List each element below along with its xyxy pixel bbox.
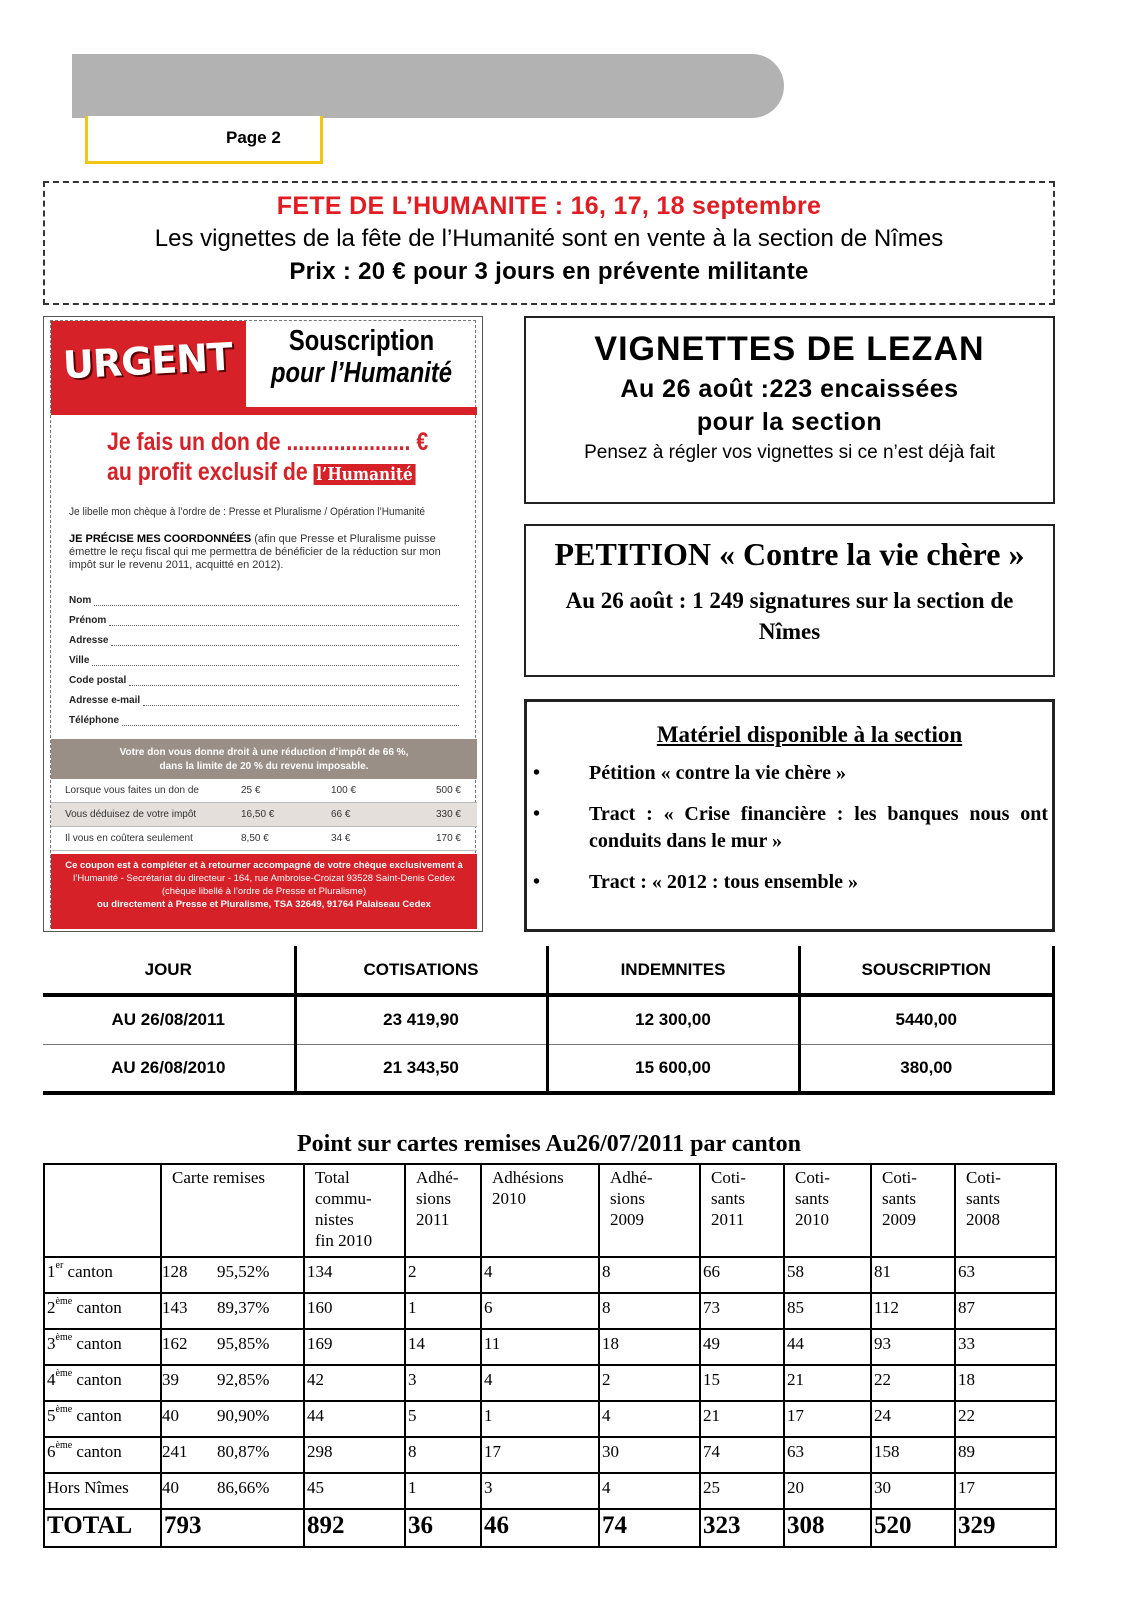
materiel-item: • Tract : « Crise financière : les banques nous ont conduits dans le mur » — [527, 801, 1052, 855]
form-field: Adresse e-mail — [69, 686, 459, 706]
column-header: SOUSCRIPTION — [799, 946, 1054, 995]
form-field: Téléphone — [69, 706, 459, 726]
column-header — [44, 1164, 161, 1257]
column-header: Coti- sants 2011 — [700, 1164, 784, 1257]
column-header: Coti- sants 2009 — [871, 1164, 955, 1257]
column-header: Adhé- sions 2011 — [405, 1164, 481, 1257]
column-header: Total commu- nistes fin 2010 — [304, 1164, 405, 1257]
cartes-title: Point sur cartes remises Au26/07/2011 par canton — [297, 1131, 801, 1157]
table-row: 2ème canton 143 89,37% 160 1 6 8 73 85 112 87 — [44, 1293, 1056, 1329]
fete-title: FETE DE L’HUMANITE : 16, 17, 18 septembre — [276, 192, 822, 220]
page-label: Page 2 — [226, 128, 281, 147]
form-field: Prénom — [69, 606, 459, 626]
fete-announcement — [43, 181, 1055, 305]
souscription-heading: Souscription pour l’Humanité — [270, 325, 452, 389]
coupon-fields — [69, 586, 459, 726]
table-row: 6ème canton 241 80,87% 298 8 17 30 74 63 158 89 — [44, 1437, 1056, 1473]
petition-title: PETITION « Contre la vie chère » — [554, 536, 1025, 572]
humanite-logo: l’Humanité — [314, 464, 416, 485]
table-row: 4ème canton 39 92,85% 42 3 4 2 15 21 22 18 — [44, 1365, 1056, 1401]
don-heading: Je fais un don de ..................... € au profit exclusif de l’Humanité — [107, 428, 429, 486]
table-row: 3ème canton 162 95,85% 169 14 11 18 49 44 93 33 — [44, 1329, 1056, 1365]
urgent-banner: URGENT — [51, 321, 246, 408]
vignettes-lezan-box: VIGNETTES DE LEZAN Au 26 août :223 encaissées pour la section Pensez à régler vos vignettes si ce n’est déjà fait — [524, 316, 1055, 504]
column-header: Adhésions 2010 — [481, 1164, 599, 1257]
table-row: AU 26/08/2011 23 419,90 12 300,00 5440,00 — [43, 995, 1054, 1044]
column-header: Adhé- sions 2009 — [599, 1164, 700, 1257]
column-header: Carte remises — [161, 1164, 304, 1257]
total-row: TOTAL 793 892 36 46 74 323 308 520 329 — [44, 1509, 1056, 1547]
table-row: Il vous en coûtera seulement 8,50 € 34 € 170 € — [51, 827, 477, 851]
column-header: JOUR — [43, 946, 295, 995]
cartes-table — [43, 1163, 1057, 1548]
form-field: Nom — [69, 586, 459, 606]
don-table — [51, 779, 477, 851]
column-header: COTISATIONS — [295, 946, 547, 995]
petition-box: PETITION « Contre la vie chère » Au 26 août : 1 249 signatures sur la section de Nîmes — [524, 524, 1055, 677]
table-row: Lorsque vous faites un don de 25 € 100 € 500 € — [51, 779, 477, 803]
table-row: AU 26/08/2010 21 343,50 15 600,00 380,00 — [43, 1044, 1054, 1093]
column-header: INDEMNITES — [547, 946, 799, 995]
table-row: Hors Nîmes 40 86,66% 45 1 3 4 25 20 30 17 — [44, 1473, 1056, 1509]
finances-table — [43, 946, 1055, 1095]
header-bar — [72, 54, 784, 118]
form-field: Code postal — [69, 666, 459, 686]
column-header: Coti- sants 2008 — [955, 1164, 1056, 1257]
red-rule — [51, 407, 477, 415]
cheque-instruction: Je libelle mon chèque à l’ordre de : Presse et Pluralisme / Opération l’Humanité — [69, 506, 426, 518]
coordonnees-instruction: JE PRÉCISE MES COORDONNÉES (afin que Presse et Pluralisme puisse émettre le reçu fiscal qui me permettra de bénéficier de la réduction sur mon impôt sur le revenu 2011, acquitté en 2012). — [69, 533, 441, 571]
reduction-note: Votre don vous donne droit à une réduction d’impôt de 66 %, dans la limite de 20 % du revenu imposable. — [51, 739, 477, 779]
column-header: Coti- sants 2010 — [784, 1164, 871, 1257]
lezan-title: VIGNETTES DE LEZAN — [594, 330, 985, 368]
table-row: 5ème canton 40 90,90% 44 5 1 4 21 17 24 22 — [44, 1401, 1056, 1437]
fete-price: Prix : 20 € pour 3 jours en prévente militante — [289, 258, 809, 285]
souscription-coupon — [43, 316, 483, 932]
form-field: Ville — [69, 646, 459, 666]
materiel-box — [524, 699, 1055, 932]
page-tab — [85, 116, 323, 164]
fete-subtitle: Les vignettes de la fête de l’Humanité sont en vente à la section de Nîmes — [154, 225, 944, 252]
materiel-title: Matériel disponible à la section — [656, 722, 963, 747]
table-row: Vous déduisez de votre impôt 16,50 € 66 € 330 € — [51, 803, 477, 827]
coupon-footer: Ce coupon est à compléter et à retourner accompagné de votre chèque exclusivement à l’Humanité - Secrétariat du directeur - 164, rue Ambroise-Croizat 93528 Saint-Denis Cedex (chèque libellé à l’ordre de Presse et Pluralisme) ou directement à Presse et Pluralisme, TSA 32649, 91764 Palaiseau Cedex — [51, 854, 477, 929]
materiel-item: • Pétition « contre la vie chère » — [527, 760, 1052, 787]
table-row: 1er canton 128 95,52% 134 2 4 8 66 58 81 63 — [44, 1257, 1056, 1293]
materiel-item: • Tract : « 2012 : tous ensemble » — [527, 869, 1052, 896]
form-field: Adresse — [69, 626, 459, 646]
